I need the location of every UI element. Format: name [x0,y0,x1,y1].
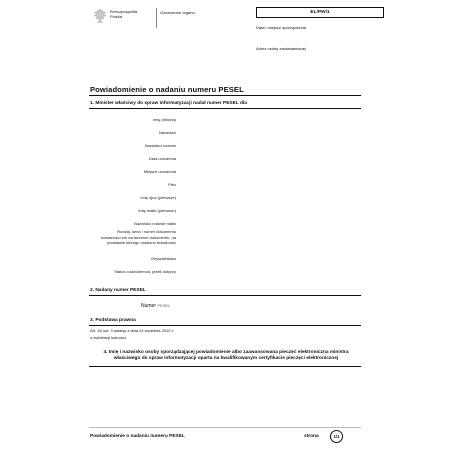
authority-label: Oznaczenie organu [160,10,195,15]
page-label: strona [304,434,319,439]
footer-rule [89,427,361,428]
section-2-rule [89,295,361,296]
section-4-heading: 4. Imię i nazwisko osoby sporządzającej powiadomienie albo zaawansowana pieczęć elektroniczna ministra właściwego do spraw informatyzacji oparta na kwalifikowanym certyfikacie pieczęci elektronicznej [103,350,349,362]
document-label: Rodzaj, seria i numer dokumentu tożsamości lub oznaczenie dokumentu, na podstawie którego ustalono tożsamość [100,229,176,246]
field-label: Imię ojca (pierwsze) [140,195,176,200]
page-number-badge [330,430,343,443]
section-2-heading: 2. Nadany numer PESEL [90,288,146,293]
form-code: EL/PW/1 [310,10,330,15]
section-3-rule [89,325,361,326]
form-code-box [256,7,384,18]
page-number: 1/1 [333,434,340,439]
section-3-heading: 3. Podstawa prawna [90,318,136,323]
field-label: Nazwisko [158,130,176,135]
footer-title: Powiadomienie o nadaniu numeru PESEL [90,434,185,439]
citizenship-label: Obywatelstwo [151,256,176,261]
foreign-status-label: Status cudzoziemca, jeżeli dotyczy [114,269,176,274]
field-label: Imię (imiona) [152,117,176,122]
document-title: Powiadomienie o nadaniu numeru PESEL [90,85,244,94]
field-label: Nazwisko rodowe matki [133,221,176,226]
date-place-label: Data i miejsce sporządzenia [256,25,307,30]
country-name: Rzeczpospolita Polska [110,9,138,19]
legal-basis-text: Art. 16 ust. 3 ustawy z dnia 24 września 2010 r. o ewidencji ludności. [90,328,174,340]
header-separator [156,8,157,28]
field-label: Nazwisko rodowe [144,143,176,148]
addressee-label: Adres osoby zawiadamianej [256,46,306,51]
section-1-heading: 1. Minister właściwy do spraw informatyzacji nadał numer PESEL dla [90,101,247,106]
eagle-emblem [93,8,107,24]
pesel-number-label: Numer PESEL [141,303,171,309]
section-1-rule [89,108,361,109]
title-rule [89,95,361,96]
field-label: Miejsce urodzenia [143,169,176,174]
field-label: Płeć [168,182,176,187]
field-label: Data urodzenia [148,156,176,161]
field-label: Imię matki (pierwsze) [138,208,176,213]
pesel-suffix: PESEL [157,303,171,308]
section-4-rule [89,366,361,367]
